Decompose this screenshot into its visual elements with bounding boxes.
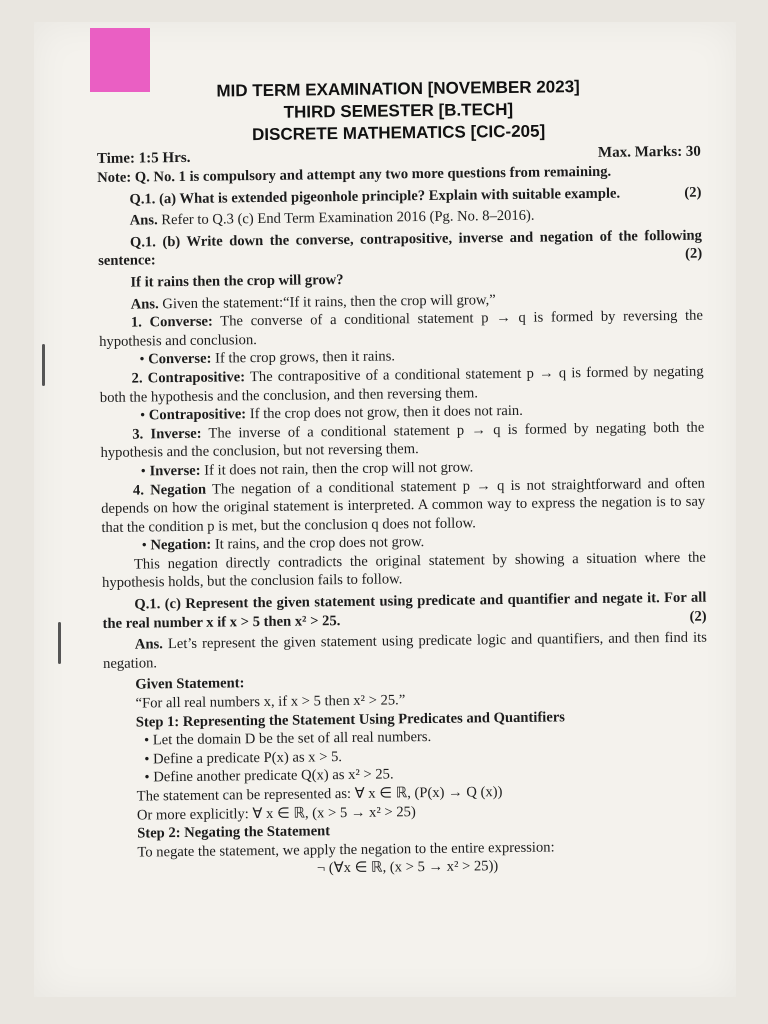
negation-bullet: • Negation: It rains, and the crop does not grow. — [102, 530, 706, 556]
inverse-bullet: • Inverse: If it does not rain, then the crop will not grow. — [101, 455, 705, 481]
converse-def: 1. Converse: The converse of a conditional statement p → q is formed by reversing the hypothesis and conclusion. — [99, 307, 703, 350]
step1-bullet-predicate-q: • Define another predicate Q(x) as x² > 25. — [104, 762, 708, 788]
answer-1c: Ans. Let’s represent the given statement using predicate logic and quantifiers, and then find its negation. — [103, 629, 707, 672]
representation-line: The statement can be represented as: ∀ x ∈ ℝ, (P(x) → Q (x)) — [136, 784, 503, 805]
semester-title: THIRD SEMESTER [B.TECH] — [283, 99, 514, 122]
subject-title: DISCRETE MATHEMATICS [CIC-205] — [251, 121, 546, 145]
page-content — [96, 75, 710, 881]
exam-note: Note: Q. No. 1 is compulsory and attempt any two more questions from remaining. — [97, 163, 612, 186]
negation-def: 4. Negation The negation of a conditional statement p → q is not straightforward and often depends on how the original statement is interpreted. A common way to express the negation is to say that the condition p is met, but the conclusion q does not follow. — [101, 475, 706, 536]
given-statement: “For all real numbers x, if x > 5 then x² > 25.” — [135, 692, 406, 712]
contrapositive-bullet: • Contrapositive: If the crop does not grow, then it does not rain. — [100, 400, 704, 426]
max-marks-label: Max. Marks: 30 — [597, 143, 701, 161]
step1-bullet-domain: • Let the domain D be the set of all real numbers. — [104, 725, 708, 751]
exam-title: MID TERM EXAMINATION [NOVEMBER 2023] — [216, 77, 580, 101]
margin-binding-mark — [42, 344, 45, 386]
step2-heading: Step 2: Negating the Statement — [137, 823, 331, 842]
converse-bullet: • Converse: If the crop grows, then it rains. — [99, 344, 703, 370]
question-1c-marks: (2) — [689, 608, 707, 625]
step1-bullet-predicate-p: • Define a predicate P(x) as x > 5. — [104, 743, 708, 769]
answer-1a: Ans. Refer to Q.3 (c) End Term Examination 2016 (Pg. No. 8–2016). — [129, 207, 535, 229]
given-statement-heading: Given Statement: — [135, 675, 245, 694]
question-1a-text: Q.1. (a) What is extended pigeonhole principle? Explain with suitable example. — [129, 185, 621, 208]
question-1a-marks: (2) — [684, 184, 702, 201]
question-1c-text: Q.1. (c) Represent the given statement using predicate and quantifier and negate it. For all the real number x if x > 5 then x² > 25. — [102, 589, 707, 632]
margin-binding-mark — [58, 622, 61, 664]
step1-heading: Step 1: Representing the Statement Using Predicates and Quantifiers — [135, 708, 566, 731]
question-1b-text: Q.1. (b) Write down the converse, contrapositive, inverse and negation of the following sentence: — [98, 227, 703, 270]
answer-1b: Ans. Given the statement:“If it rains, then the crop will grow,” — [130, 291, 496, 313]
inverse-def: 3. Inverse: The inverse of a conditional statement p → q is formed by negating both the hypothesis and the conclusion, but not reversing them. — [100, 419, 705, 462]
negation-explanation: This negation directly contradicts the original statement by showing a situation where the hypothesis holds, but the conclusion fails to follow. — [102, 549, 706, 592]
step2-text: To negate the statement, we apply the negation to the entire expression: — [137, 839, 555, 861]
question-1b-marks: (2) — [685, 245, 703, 263]
contrapositive-def: 2. Contrapositive: The contrapositive of a conditional statement p → q is formed by negating both the hypothesis and the conclusion, and then reversing them. — [99, 363, 704, 406]
question-1b-sentence: If it rains then the crop will grow? — [130, 271, 344, 291]
explicit-representation-line: Or more explicitly: ∀ x ∈ ℝ, (x > 5 → x² > 25) — [136, 803, 416, 824]
negation-formula: ¬ (∀x ∈ ℝ, (x > 5 → x² > 25)) — [316, 858, 499, 877]
time-label: Time: 1:5 Hrs. — [96, 149, 191, 167]
